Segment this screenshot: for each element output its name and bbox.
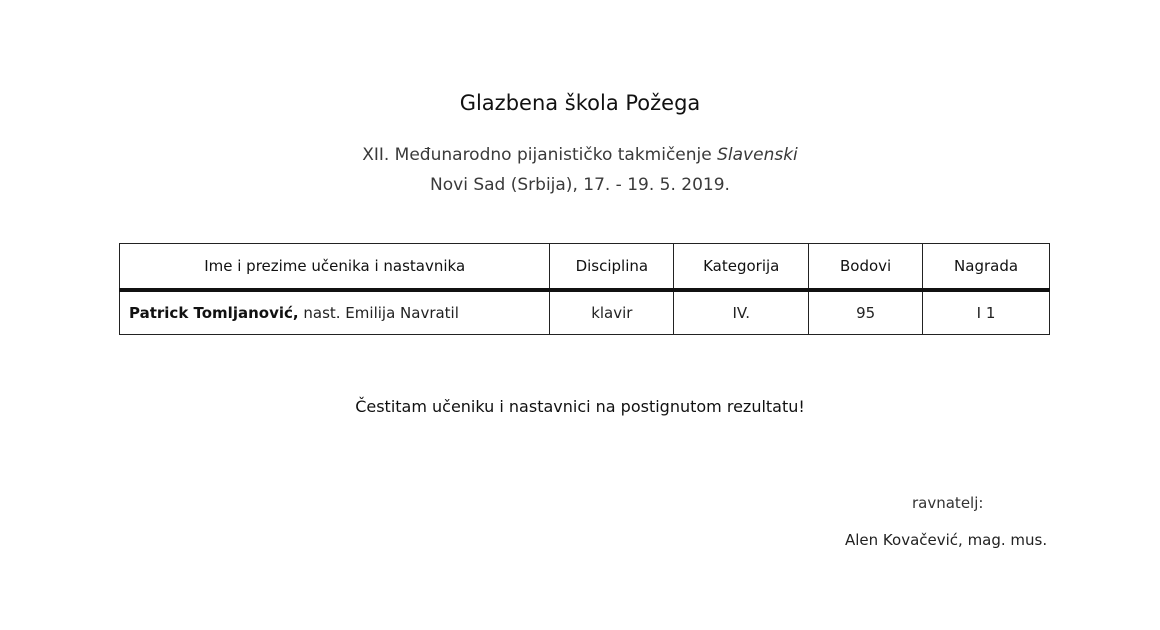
- results-table: [119, 243, 1050, 335]
- location-date: Novi Sad (Srbija), 17. - 19. 5. 2019.: [430, 175, 730, 195]
- teacher-name: nast. Emilija Navratil: [303, 304, 459, 322]
- table-header-row: [120, 244, 1050, 291]
- competition-line: [0, 140, 1160, 170]
- competition-info: [0, 140, 1160, 200]
- column-header-points: Bodovi: [809, 244, 923, 291]
- student-name: Patrick Tomljanović,: [129, 304, 299, 322]
- signature-role: ravnatelj:: [912, 494, 984, 512]
- table-row: [120, 290, 1050, 335]
- congratulations-text: Čestitam učeniku i nastavnici na postignutom rezultatu!: [355, 397, 805, 416]
- award-cell: I 1: [923, 290, 1050, 335]
- column-header-category: Kategorija: [674, 244, 809, 291]
- column-header-name: Ime i prezime učenika i nastavnika: [120, 244, 550, 291]
- points-cell: 95: [809, 290, 923, 335]
- discipline-cell: klavir: [550, 290, 674, 335]
- school-title: Glazbena škola Požega: [459, 91, 701, 115]
- column-header-award: Nagrada: [923, 244, 1050, 291]
- column-header-discipline: Disciplina: [550, 244, 674, 291]
- name-cell: [120, 290, 550, 335]
- competition-name: Slavenski: [717, 145, 798, 165]
- competition-prefix: XII. Međunarodno pijanističko takmičenje: [362, 145, 712, 165]
- category-cell: IV.: [674, 290, 809, 335]
- signature-name: Alen Kovačević, mag. mus.: [845, 531, 1048, 549]
